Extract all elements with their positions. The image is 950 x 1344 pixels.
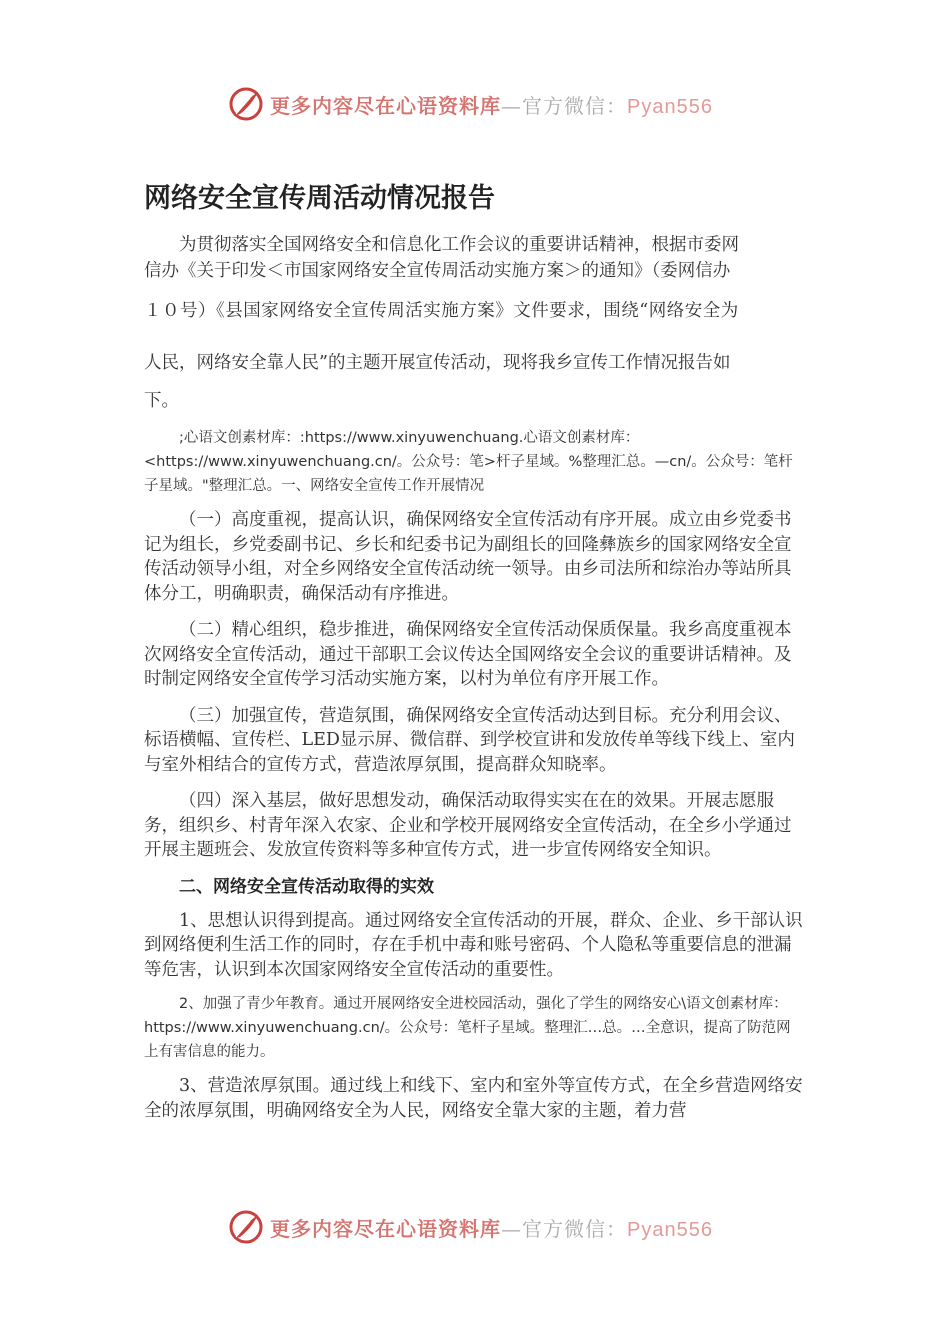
banner-wechat-label: 官方微信：	[522, 1216, 627, 1241]
intro-line: 人民，网络安全靠人民”的主题开展宣传活动，现将我乡宣传工作情况报告如	[144, 353, 731, 373]
banner-library-name: 更多内容尽在心语资料库	[270, 1216, 501, 1241]
quill-logo-icon	[228, 1209, 264, 1245]
intro-line: １０号）《县国家网络安全宣传周活实施方案》文件要求，围绕“网络安全为	[144, 301, 739, 321]
banner-text	[270, 1213, 713, 1242]
banner-library-name: 更多内容尽在心语资料库	[270, 93, 501, 118]
header-banner	[228, 84, 748, 124]
banner-dash: —	[501, 93, 522, 118]
intro-line: 为贯彻落实全国网络安全和信息化工作会议的重要讲话精神，根据市委网	[179, 235, 739, 255]
footer-banner	[228, 1207, 748, 1247]
intro-line: 下。	[144, 391, 179, 411]
banner-wechat-id: Pyan556	[627, 95, 713, 118]
effect-3: 3、营造浓厚氛围。通过线上和线下、室内和室外等宣传方式，在全乡营造网络安全的浓厚氛围，明确网络安全为人民，网络安全靠大家的主题，着力营	[144, 1076, 803, 1121]
intro-paragraph	[144, 232, 804, 414]
section-4: （四）深入基层，做好思想发动，确保活动取得实实在在的效果。开展志愿服务，组织乡、村青年深入农家、企业和学校开展网络安全宣传活动，在全乡小学通过开展主题班会、发放宣传资料等多种宣传方式，进一步宣传网络安全知识。	[144, 791, 792, 860]
section-3: （三）加强宣传，营造氛围，确保网络安全宣传活动达到目标。充分利用会议、标语横幅、宣传栏、LED显示屏、微信群、到学校宣讲和发放传单等线下线上、室内与室外相结合的宣传方式，营造浓厚氛围，提高群众知晓率。	[144, 705, 795, 775]
banner-wechat-id: Pyan556	[627, 1218, 713, 1241]
banner-dash: —	[501, 1216, 522, 1241]
banner-text	[270, 90, 713, 119]
page-title: 网络安全宣传周活动情况报告	[144, 183, 495, 214]
intro-line: 信办《关于印发＜市国家网络安全宣传周活动实施方案＞的通知》（委网信办	[144, 261, 731, 281]
banner-wechat-label: 官方微信：	[522, 93, 627, 118]
source-note-1: ;心语文创素材库：:https://www.xinyuwenchuang.心语文创素材库：<https://www.xinyuwenchuang.cn/。公众号：笔>杆子星域。%整理汇总。—cn/。公众号：笔杆子星域。"整理汇总。一、网络安全宣传工作开展情况	[144, 430, 793, 494]
section-2: （二）精心组织，稳步推进，确保网络安全宣传活动保质保量。我乡高度重视本次网络安全宣传活动，通过干部职工会议传达全国网络安全会议的重要讲话精神。及时制定网络安全宣传学习活动实施方案，以村为单位有序开展工作。	[144, 620, 792, 689]
document-body	[144, 232, 804, 1123]
quill-logo-icon	[228, 86, 264, 122]
effect-2: 2、加强了青少年教育。通过开展网络安全进校园活动，强化了学生的网络安心\语文创素材库：https://www.xinyuwenchuang.cn/。公众号：笔杆子星域。整理汇…总。…全意识，提高了防范网上有害信息的能力。	[144, 996, 791, 1060]
effect-1: 1、思想认识得到提高。通过网络安全宣传活动的开展，群众、企业、乡干部认识到网络便利生活工作的同时，存在手机中毒和账号密码、个人隐私等重要信息的泄漏等危害，认识到本次国家网络安全宣传活动的重要性。	[144, 910, 803, 980]
section-1: （一）高度重视，提高认识，确保网络安全宣传活动有序开展。成立由乡党委书记为组长，乡党委副书记、乡长和纪委书记为副组长的回隆彝族乡的国家网络安全宣传活动领导小组，对全乡网络安全宣传活动统一领导。由乡司法所和综治办等站所具体分工，明确职责，确保活动有序推进。	[144, 510, 792, 604]
section-heading-2: 二、网络安全宣传活动取得的实效	[179, 876, 434, 897]
